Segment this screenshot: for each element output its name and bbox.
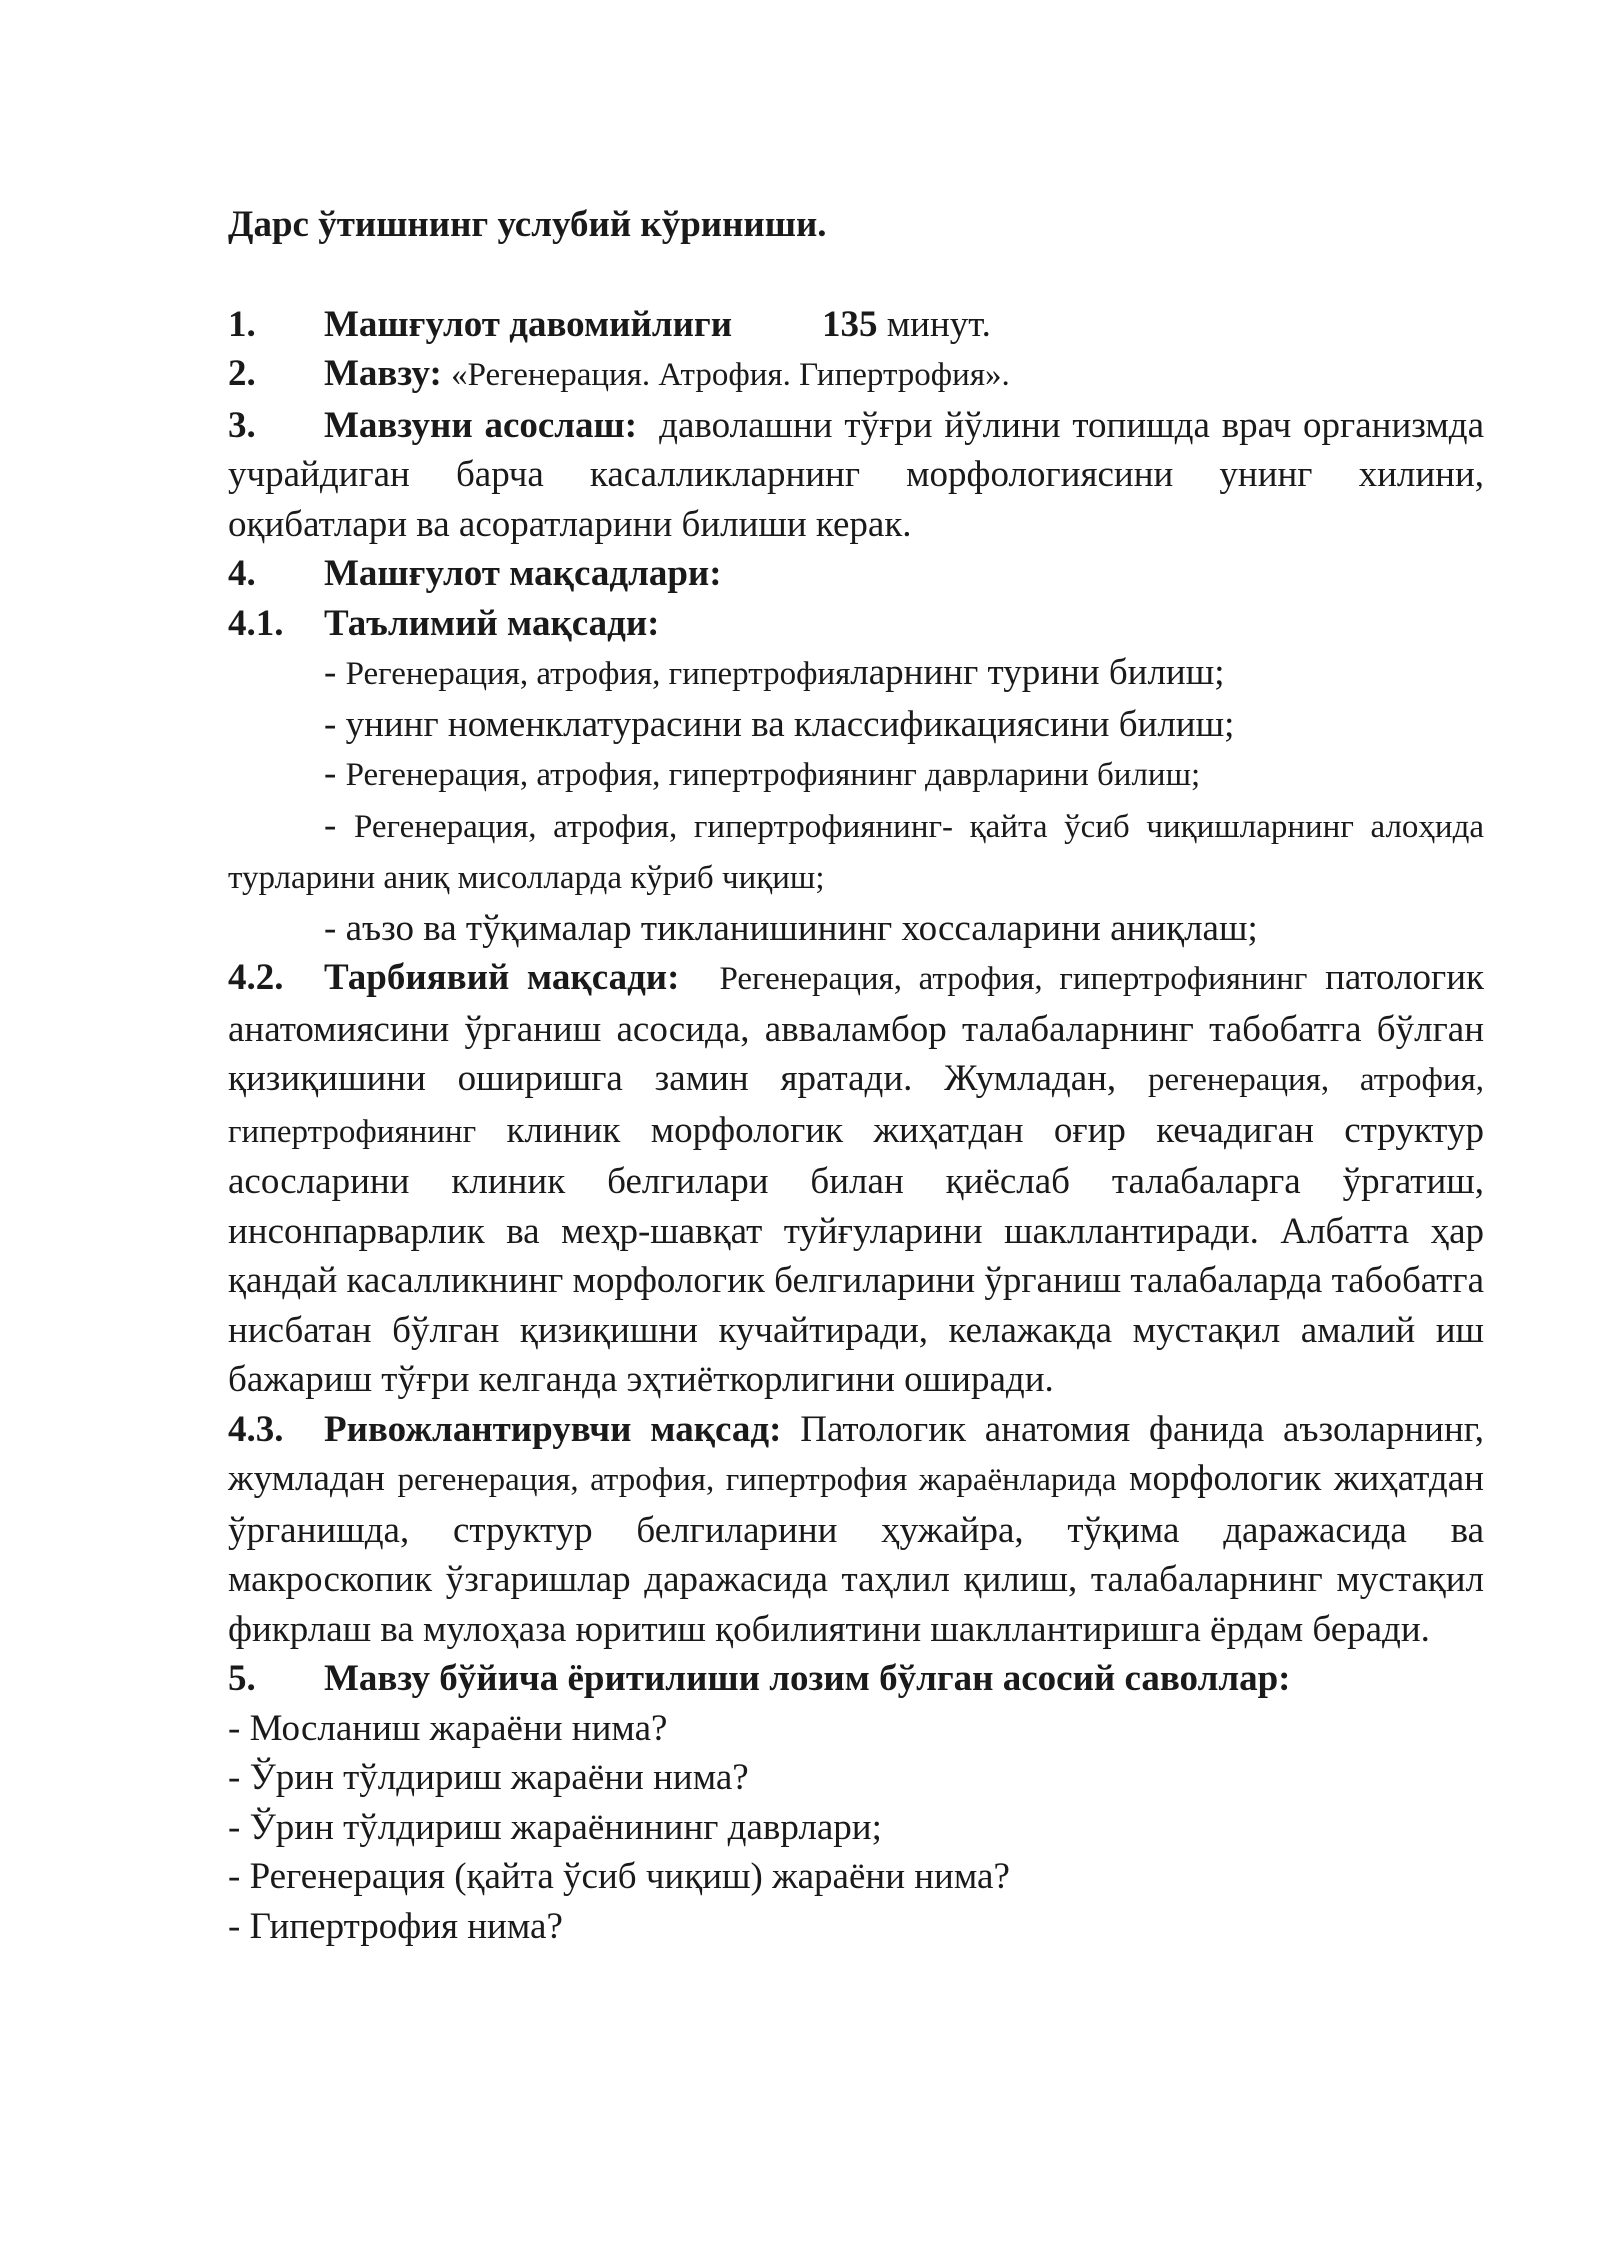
item-number: 4.2. <box>228 957 284 998</box>
item-educational-goal <box>228 599 1484 649</box>
item-upbringing-goal: 4.2. Тарбиявий мақсади: Регенерация, атрофия, гипертрофиянинг патологик анатомиясини ўрганиш асосида, аввaламбор талабаларнинг табобатга бўлган қизиқишини оширишга замин яратади. Жумладан, регенерация, атрофия, гипертрофиянинг клиник морфологик жиҳатдан оғир кечадиган структур асосларини клиник белгилари билан қиёслаб талабаларга ўргатиш, инсонпарварлик ва меҳр-шавқат туйғуларини шакллантиради. Албатта ҳар қандай касалликнинг морфологик белгиларини ўрганиш талабаларда табобатга нисбатан бўлган қизиқишни кучайтиради, келажакда мустақил амалий иш бажариш тўғри келганда эҳтиёткорлигини оширади. <box>228 953 1484 1405</box>
question-item: - Ўрин тўлдириш жараёни нима? <box>228 1757 749 1798</box>
item-label: Машғулот давомийлиги <box>324 303 733 345</box>
item-number: 1. <box>228 303 256 345</box>
document-title: Дарс ўтишнинг услубий кўриниши. <box>228 204 827 245</box>
item-rationale <box>228 401 1484 550</box>
item-goals <box>228 549 1484 599</box>
item-development-goal: 4.3. Ривожлантирувчи мақсад: Патологик анатомия фанида аъзоларнинг, жумладан регенерация, атрофия, гипертрофия жараёнларида морфологик жиҳатдан ўрганишда, структур белгиларини ҳужайра, тўқима даражасида ва макроскопик ўзгаришлар даражасида таҳлил қилиш, талабаларнинг мустақил фикрлаш ва мулоҳаза юритиш қобилиятини шакллантиришга ёрдам беради. <box>228 1405 1484 1655</box>
item-topic <box>228 349 1484 401</box>
item-questions <box>228 1654 1484 1704</box>
item-number: 4. <box>228 553 256 594</box>
item-label: Ривожлантирувчи мақсад: <box>324 1408 782 1450</box>
item-number: 5. <box>228 1658 256 1699</box>
item-label: Таълимий мақсади: <box>324 602 660 644</box>
question-item: - Регенерация (қайта ўсиб чиқиш) жараёни нима? <box>228 1856 1010 1897</box>
item-label: Машғулот мақсадлари: <box>324 553 722 594</box>
item-number: 4.1. <box>228 602 284 644</box>
topic-text: «Регенерация. Атрофия. Гипертрофия». <box>451 357 1010 393</box>
goal-list-item: - Регенерация, атрофия, гипертрофиянинг даврларини билиш; <box>324 753 1201 794</box>
goal-list-item: - аъзо ва тўқималар тикланишининг хоссаларини аниқлаш; <box>324 907 1258 949</box>
item-number: 4.3. <box>228 1408 284 1450</box>
goal-list-item: - унинг номенклатурасини ва классификациясини билиш; <box>324 703 1235 745</box>
item-number: 3. <box>228 404 256 446</box>
item-duration <box>228 300 1484 350</box>
item-label: Мавзу: <box>324 353 442 394</box>
document-page <box>228 200 1484 1951</box>
goal-list-item: - Регенерация, атрофия, гипертрофияларнинг турини билиш; <box>324 652 1225 693</box>
item-label: Мавзуни асослаш: <box>324 404 638 446</box>
item-number: 2. <box>228 353 256 394</box>
duration-unit: минут. <box>877 303 991 345</box>
question-item: - Мосланиш жараёни нима? <box>228 1707 668 1749</box>
item-label: Мавзу бўйича ёритилиши лозим бўлган асосий саволлар: <box>324 1658 1291 1699</box>
duration-value: 135 <box>822 303 878 345</box>
question-item: - Ўрин тўлдириш жараёнининг даврлари; <box>228 1806 882 1848</box>
item-label: Тарбиявий мақсади: <box>324 957 680 998</box>
question-item: - Гипертрофия нима? <box>228 1905 563 1947</box>
rationale-text: даволашни тўғри йўлини топишда врач организмда учрайдиган барча касалликларнинг морфологиясини унинг хилини, оқибатлари ва асоратларини билиши керак. <box>228 404 1485 545</box>
goal-list-item: - Регенерация, атрофия, гипертрофиянинг- қайта ўсиб чиқишларнинг алоҳида турларини аниқ мисолларда кўриб чиқиш; <box>228 804 1485 896</box>
